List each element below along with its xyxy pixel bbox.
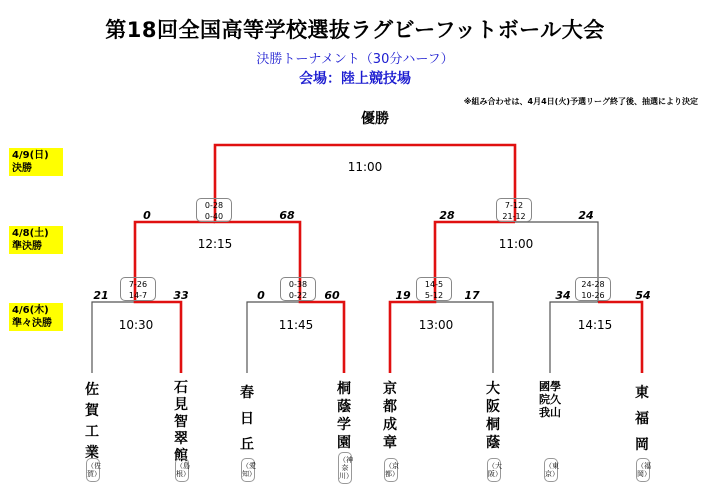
qf1-left-line	[92, 302, 135, 373]
team-prefecture: （東京）	[544, 458, 558, 482]
qf4-score-right: 54	[635, 289, 651, 302]
qf4-winner-path	[598, 302, 642, 373]
draw-note: ※組み合わせは、4月4日(火)予選リーグ終了後、抽選により決定	[463, 97, 698, 106]
qf2-score-left: 0	[257, 289, 265, 302]
half-score: 0-28	[204, 201, 224, 210]
qf2-score-right: 60	[324, 289, 340, 302]
qf4-time: 14:15	[577, 318, 613, 332]
day-date: 4/6(木)	[12, 305, 49, 316]
sf2-score-right: 24	[578, 209, 594, 222]
team-prefecture: （神奈川）	[338, 452, 352, 484]
sf1-score-right: 68	[279, 209, 295, 222]
qf1-halves	[120, 277, 156, 301]
tournament-subtitle: 決勝トーナメント（30分ハーフ）	[256, 52, 454, 67]
half-score: 10-26	[581, 291, 605, 300]
team-name: 佐賀工業	[85, 382, 99, 461]
team-prefecture: （佐賀）	[86, 458, 100, 482]
qf2-left-line	[247, 302, 300, 373]
team-prefecture: （京都）	[384, 458, 398, 482]
bracket-red-lines	[135, 145, 642, 373]
qf3-right-line	[435, 302, 493, 373]
team-name: 京都成章	[383, 381, 397, 451]
team-name: 石見智翠館	[174, 380, 188, 464]
half-score: 0-38	[288, 280, 308, 289]
day-round: 決勝	[12, 163, 32, 174]
team-name: 桐蔭学園	[337, 381, 351, 451]
team-prefecture: （島根）	[175, 458, 189, 482]
sf2-score-left: 28	[439, 209, 455, 222]
half-score: 14-7	[128, 291, 148, 300]
qf1-time: 10:30	[118, 318, 154, 332]
day-date: 4/8(土)	[12, 228, 49, 239]
team-name: 大阪桐蔭	[486, 381, 500, 451]
champion-label: 優勝	[361, 111, 389, 127]
qf3-score-left: 19	[395, 289, 411, 302]
qf2-halves	[280, 277, 316, 301]
sf1-winner-path	[215, 145, 365, 373]
sf1-halves	[196, 198, 232, 222]
qf2-time: 11:45	[278, 318, 314, 332]
sf2-time: 11:00	[498, 237, 534, 251]
qf1-score-right: 33	[173, 289, 189, 302]
qf4-halves	[575, 277, 611, 301]
sf2-halves	[496, 198, 532, 222]
venue-label: 会場：陸上競技場	[299, 71, 411, 87]
team-prefecture: （福岡）	[636, 458, 650, 482]
team-prefecture: （大阪）	[487, 458, 501, 482]
half-score: 14-5	[424, 280, 444, 289]
qf3-score-right: 17	[464, 289, 480, 302]
sf1-time: 12:15	[197, 237, 233, 251]
team-prefecture: （愛知）	[241, 458, 255, 482]
day-round: 準々決勝	[12, 318, 52, 329]
day-date: 4/9(日)	[12, 150, 49, 161]
qf3-halves	[416, 277, 452, 301]
half-score: 0-22	[288, 291, 308, 300]
sf1-score-left: 0	[143, 209, 151, 222]
half-score: 7-12	[504, 201, 524, 210]
half-score: 21-12	[502, 212, 526, 221]
team-name: 國學院久我山	[539, 380, 561, 419]
qf3-time: 13:00	[418, 318, 454, 332]
qf4-left-line	[550, 302, 598, 373]
page-title: 第18回全国高等学校選抜ラグビーフットボール大会	[105, 18, 605, 42]
team-name: 春日丘	[240, 385, 254, 453]
half-score: 24-28	[581, 280, 605, 289]
half-score: 0-40	[204, 212, 224, 221]
final-time: 11:00	[347, 160, 383, 174]
team-name: 東福岡	[635, 385, 649, 453]
qf4-score-left: 34	[555, 289, 571, 302]
half-score: 5-12	[424, 291, 444, 300]
half-score: 7-26	[128, 280, 148, 289]
day-round: 準決勝	[12, 241, 42, 252]
qf1-score-left: 21	[93, 289, 109, 302]
